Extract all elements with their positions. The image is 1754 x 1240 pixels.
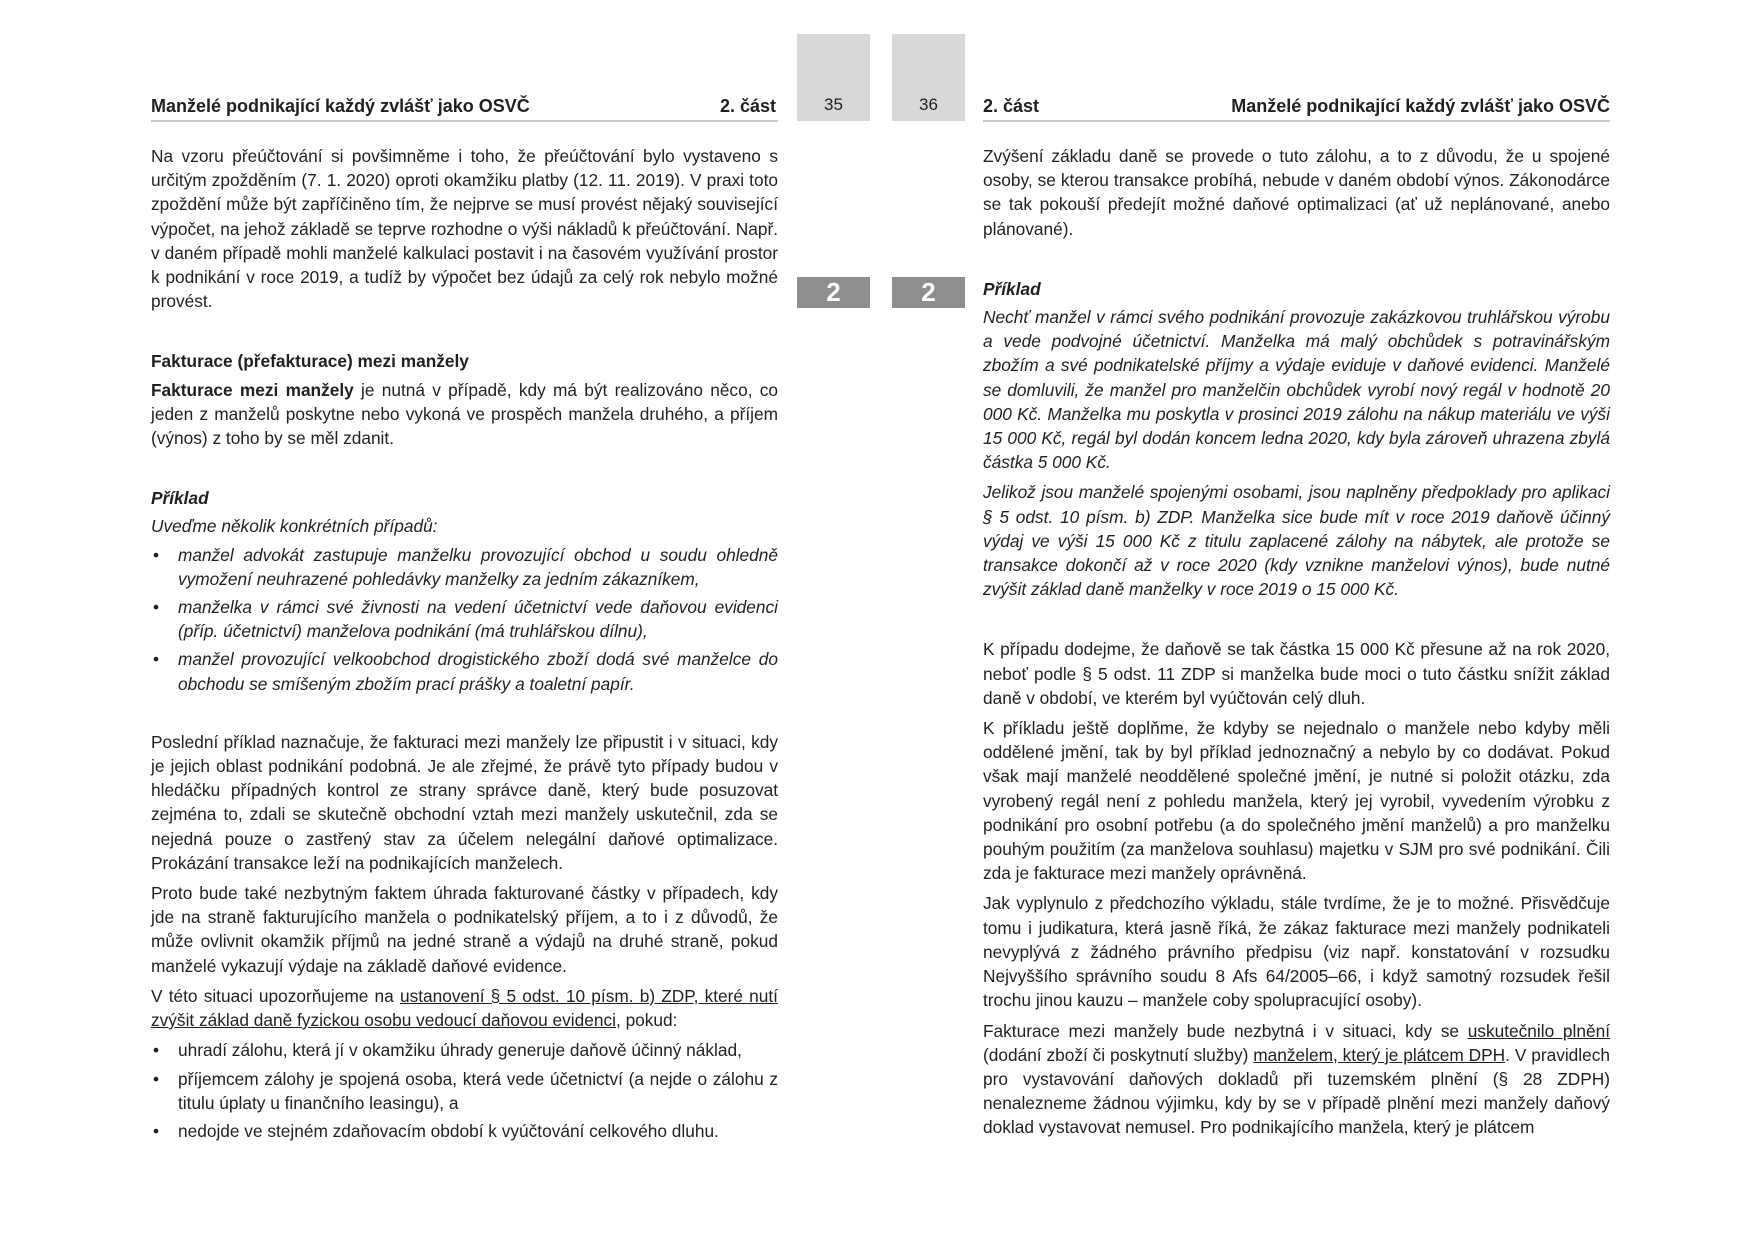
left-running-header: [151, 92, 778, 122]
right-chapter-tab: 2: [892, 277, 965, 308]
p4-underline-2: manželem, který je plátcem DPH: [1253, 1044, 1506, 1065]
list-item: • manželka v rámci své živnosti na vedení účetnictví vede daňovou evidenci (příp. účetnictví) manželova podnikání (má truhlářskou dílnu),: [151, 595, 778, 643]
right-intro-paragraph: Zvýšení základu daně se provede o tuto zálohu, a to z důvodu, že u spojené osoby, se kterou transakce probíhá, nebude v daném období výnos. Zákonodárce se tak pokouší předejít možné daňové optimalizaci (ať už neplánované, anebo plánované).: [983, 146, 1610, 239]
p4-b: (dodání zboží či poskytnutí služby): [983, 1044, 1254, 1065]
left-header-title: Manželé podnikající každý zvlášť jako OSVČ: [151, 95, 530, 116]
right-page: [877, 0, 1754, 1240]
right-example-title: Příklad: [983, 278, 1041, 299]
left-chapter-tab: 2: [797, 277, 870, 308]
list-item: • manžel advokát zastupuje manželku provozující obchod u soudu ohledně vymožení neuhrazené pohledávky manželky za jedním zákazníkem,: [151, 543, 778, 591]
left-header-part: 2. část: [719, 95, 776, 116]
right-header-title: Manželé podnikající každý zvlášť jako OSVČ: [1231, 95, 1610, 116]
left-paragraph-1: Poslední příklad naznačuje, že fakturaci mezi manžely lze připustit i v situaci, kdy je jejich oblast podnikání podobná. Je ale zřejmé, že právě tyto případy budou v hledáčku případných kontrol ze strany správce daně, který bude posuzovat zejména to, zdali se skutečně obchodní vztah mezi manžely uskutečnil, zda se nejedná pouze o zastřený stav za účelem nelegální daňové optimalizace. Prokázání transakce leží na podnikajících manželech.: [151, 731, 778, 873]
warn-law-reference: ustanovení § 5 odst. 10 písm. b) ZDP, které nutí zvýšit základ daně fyzickou osobu vedoucí daňovou evidenci: [151, 985, 778, 1031]
left-warning-paragraph: [151, 984, 778, 1032]
list-item: • manžel provozující velkoobchod drogistického zboží dodá své manželce do obchodu se smíšeným zbožím prací prášky a toaletní papír.: [151, 647, 778, 695]
warn-post: , pokud:: [615, 1010, 678, 1031]
left-example-list: [151, 543, 778, 696]
right-paragraph-4: [983, 1019, 1610, 1140]
right-paragraph-2: K příkladu ještě doplňme, že kdyby se nejednalo o manžele nebo kdyby měli oddělené jmění, tak by byl příklad jednoznačný a nebylo by co dodávat. Pokud však mají manželé neoddělené společné jmění, je nutné si položit otázku, zda vyrobený regál není z pohledu manžela, který jej vyrobil, vyvedením výrobku z podnikání pro osobní potřebu (a do společného jmění manželů) a pro manželku pouhým použitím (za manželova souhlasu) majetku v SJM pro své podnikání. Čili zda je fakturace mezi manžely oprávněná.: [983, 718, 1610, 884]
p4-underline-1: uskutečnilo plnění: [1467, 1020, 1610, 1041]
right-content: [983, 144, 1610, 1146]
right-paragraph-3: Jak vyplynulo z předchozího výkladu, stále tvrdíme, že je to možné. Přisvědčuje tomu i judikatura, která jasně říká, že zákaz fakturace mezi manžely podnikateli nevyplývá z žádného právního předpisu (viz např. konstatování v rozsudku Nejvyššího správního soudu 8 Afs 64/2005–66, i když samotný rozsudek řešil trochu jinou kauzu – manžele coby spolupracující osoby).: [983, 893, 1610, 1011]
section-lead-rest: je nutná v případě, kdy má být realizováno něco, co jeden z manželů poskytne nebo vykoná ve prospěch manžela druhého, a příjem (výnos) z toho by se měl zdanit.: [151, 379, 779, 449]
section-lead-bold: Fakturace mezi manžely: [151, 379, 354, 400]
left-content: [151, 144, 778, 1147]
list-item: • nedojde ve stejném zdaňovacím období k vyúčtování celkového dluhu.: [151, 1119, 778, 1143]
left-example-title: Příklad: [151, 488, 209, 509]
right-header-part: 2. část: [983, 95, 1040, 116]
list-item: • příjemcem zálohy je spojená osoba, která vede účetnictví (a nejde o zálohu z titulu úplaty u finančního leasingu), a: [151, 1067, 778, 1115]
left-paragraph-2: Proto bude také nezbytným faktem úhrada fakturované částky v případech, kdy jde na straně fakturujícího manžela o podnikatelský příjem, a to i z důvodů, že může ovlivnit okamžik příjmů na jedné straně a výdajů na druhé straně, pokud manželé vykazují výdaje na základě daňové evidence.: [151, 883, 778, 976]
p4-a: Fakturace mezi manžely bude nezbytná i v situaci, kdy se: [983, 1020, 1468, 1041]
section-lead-paragraph: [151, 378, 778, 451]
left-warning-list: [151, 1038, 778, 1143]
list-item: • uhradí zálohu, která jí v okamžiku úhrady generuje daňově účinný náklad,: [151, 1038, 778, 1062]
warn-pre: V této situaci upozorňujeme na: [151, 985, 400, 1006]
right-example-paragraph-2: Jelikož jsou manželé spojenými osobami, jsou naplněny předpoklady pro aplikaci § 5 odst. 10 písm. b) ZDP. Manželka sice bude mít v roce 2019 daňově účinný výdaj ve výši 15 000 Kč z titulu zaplacené zálohy na nábytek, ale protože se transakce dokončí až v roce 2020 (kdy vznikne manželovi výnos), bude nutné zvýšit základ daně manželky v roce 2019 o 15 000 Kč.: [983, 482, 1610, 600]
left-example-intro: Uveďme několik konkrétních případů:: [151, 516, 438, 537]
p4-c: . V pravidlech pro vystavování daňových dokladů při tuzemském plnění (§ 28 ZDPH) nenalezneme žádnou výjimku, kdy by se v případě plnění mezi manžely daňový doklad vystavovat nemusel. Pro podnikajícího manžela, který je plátcem: [983, 1044, 1610, 1138]
left-page-number: 35: [824, 95, 843, 114]
right-page-number: 36: [919, 95, 938, 114]
left-intro-paragraph: Na vzoru přeúčtování si povšimněme i toho, že přeúčtování bylo vystaveno s určitým zpožděním (7. 1. 2020) oproti okamžiku platby (12. 11. 2019). V praxi toto zpoždění může být zapříčiněno tím, že nejprve se musí provést nějaký související výpočet, na jehož základě se teprve rozhodne o výši nákladů k přeúčtování. Např. v daném případě mohli manželé kalkulaci postavit i na časovém využívání prostor k podnikání v roce 2019, a tudíž by výpočet bez údajů za celý rok nebylo možné provést.: [151, 146, 778, 312]
right-paragraph-1: K případu dodejme, že daňově se tak částka 15 000 Kč přesune až na rok 2020, neboť podle § 5 odst. 11 ZDP si manželka bude moci o tuto částku snížit základ daně v období, ve kterém byl vyúčtován celý dluh.: [983, 639, 1610, 708]
left-page-number-tab: [797, 34, 870, 121]
right-example-paragraph-1: Nechť manžel v rámci svého podnikání provozuje zakázkovou truhlářskou výrobu a vede podvojné účetnictví. Manželka má malý obchůdek s potravinářským zbožím a své podnikatelské příjmy a výdaje eviduje v daňové evidenci. Manželé se domluvili, že manžel pro manželčin obchůdek vyrobí nový regál v hodnotě 20 000 Kč. Manželka mu poskytla v prosinci 2019 zálohu na nákup materiálu ve výši 15 000 Kč, regál byl dodán koncem ledna 2020, kdy byla zároveň uhrazena zbylá částka 5 000 Kč.: [983, 307, 1610, 473]
right-running-header: [983, 92, 1610, 122]
section-title: Fakturace (přefakturace) mezi manžely: [151, 351, 469, 372]
right-page-number-tab: [892, 34, 965, 121]
